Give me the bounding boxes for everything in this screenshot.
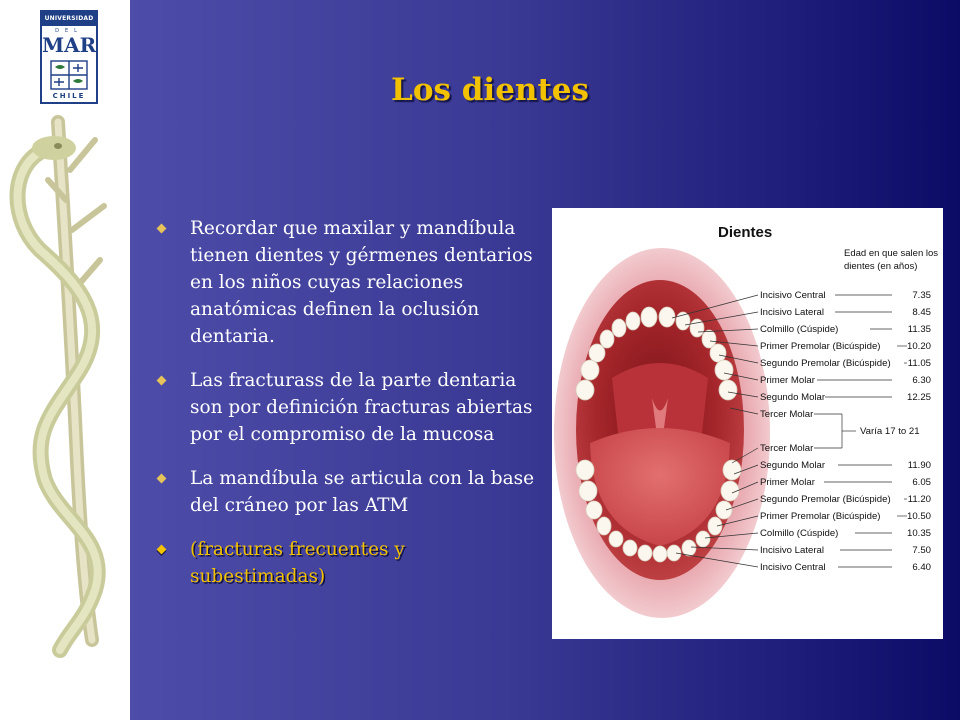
bullet-item (150, 367, 535, 448)
eruption-range-label: Varía 17 to 21 (860, 426, 920, 437)
tooth-age: 6.30 (912, 375, 931, 386)
logo-del-text: DEL (55, 28, 83, 34)
diamond-bullet-icon (157, 376, 167, 386)
tooth-age: 7.35 (912, 290, 931, 301)
bullet-list (150, 215, 535, 607)
tooth-name: Segundo Molar (760, 392, 826, 403)
tooth-name: Primer Molar (760, 375, 815, 386)
logo-shield-icon (50, 60, 88, 90)
tooth-age: 6.40 (912, 562, 931, 573)
tooth-age: 7.50 (912, 545, 931, 556)
teeth-diagram (552, 208, 943, 639)
tooth-age: 11.20 (907, 494, 931, 505)
logo-name: MAR (42, 33, 97, 57)
tooth-name: Primer Premolar (Bicúspide) (760, 511, 881, 522)
tooth-name: Incisivo Central (760, 290, 826, 301)
tooth-name: Incisivo Lateral (760, 307, 824, 318)
figure-title: Dientes (718, 224, 773, 241)
bullet-text: Las fracturass de la parte dentaria son por definición fracturas abiertas por el compromiso de la mucosa (190, 370, 533, 445)
tooth-age: 12.25 (906, 392, 931, 403)
bullet-item-highlight (150, 536, 535, 590)
sidebar (0, 0, 130, 720)
tooth-name: Tercer Molar (760, 443, 814, 454)
university-logo (40, 10, 98, 104)
slide-title: Los dientes (391, 72, 589, 108)
bullet-item (150, 215, 535, 350)
rod-of-asclepius-icon (0, 110, 130, 670)
tooth-name: Tercer Molar (760, 409, 814, 420)
tooth-age: 11.05 (907, 358, 931, 369)
tooth-name: Incisivo Central (760, 562, 826, 573)
figure-subtitle: Edad en que salen los dientes (en años) (844, 248, 939, 272)
bullet-text: La mandíbula se articula con la base del cráneo por las ATM (190, 468, 535, 516)
diamond-bullet-icon (157, 224, 167, 234)
tooth-age: 6.05 (912, 477, 931, 488)
tooth-age: 11.90 (907, 460, 931, 471)
tooth-age: 11.35 (907, 324, 931, 335)
tooth-age: 10.50 (906, 511, 931, 522)
tooth-age: 10.35 (906, 528, 931, 539)
tooth-name: Segundo Molar (760, 460, 826, 471)
tooth-name: Segundo Premolar (Bicúspide) (760, 494, 891, 505)
bullet-text: (fracturas frecuentes y subestimadas) (190, 539, 405, 587)
tooth-name: Colmillo (Cúspide) (760, 324, 839, 335)
bullet-item (150, 465, 535, 519)
logo-top-text: UNIVERSIDAD (42, 12, 96, 26)
bullet-text: Recordar que maxilar y mandíbula tienen dientes y gérmenes dentarios en los niños cuyas relaciones anatómicas definen la oclusión dentaria. (190, 218, 533, 347)
logo-country: CHILE (52, 92, 86, 100)
tooth-name: Primer Molar (760, 477, 815, 488)
tooth-age: 10.20 (906, 341, 931, 352)
tooth-name: Segundo Premolar (Bicúspide) (760, 358, 891, 369)
diamond-bullet-icon (157, 474, 167, 484)
tooth-name: Colmillo (Cúspide) (760, 528, 839, 539)
tooth-name: Incisivo Lateral (760, 545, 824, 556)
diamond-bullet-icon (157, 545, 167, 555)
tooth-age: 8.45 (912, 307, 931, 318)
tooth-name: Primer Premolar (Bicúspide) (760, 341, 881, 352)
